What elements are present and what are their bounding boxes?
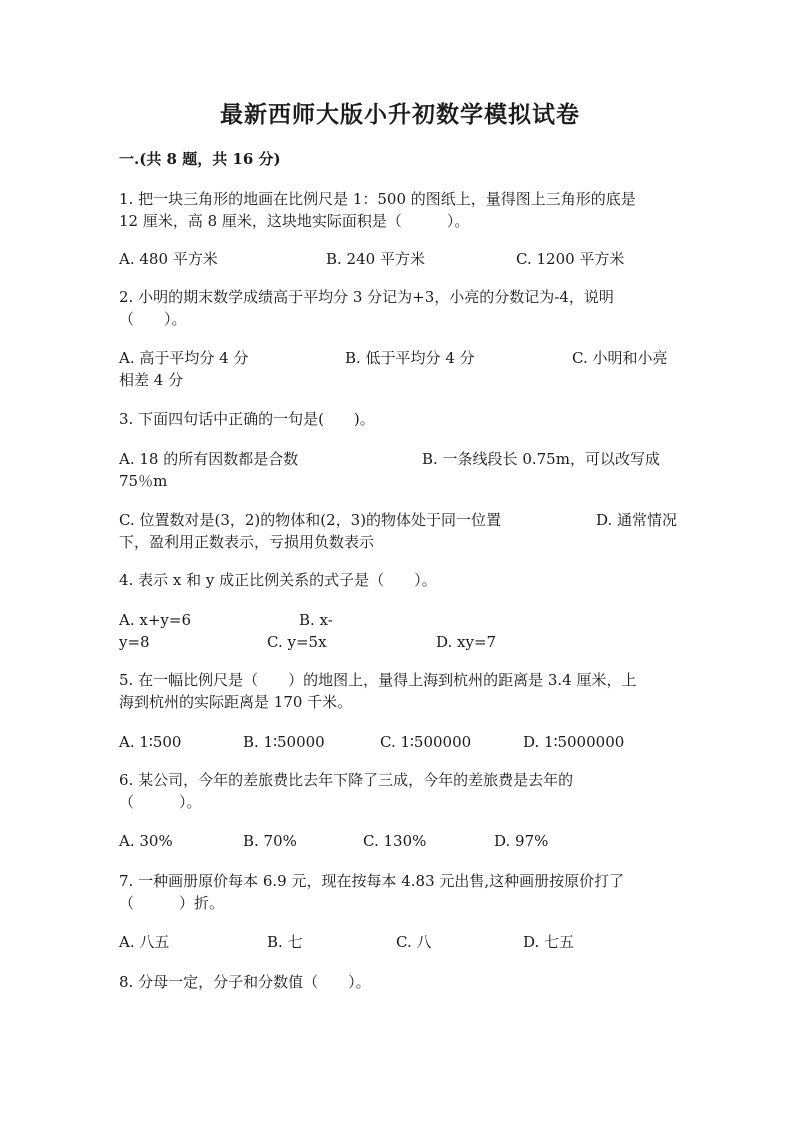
question-4-option-b-line-1: B. x- <box>299 611 333 629</box>
question-3-option-d-line-1: D. 通常情况 <box>596 511 678 529</box>
question-6-option-a: A. 30% <box>119 832 173 850</box>
question-7-option-d: D. 七五 <box>523 933 575 951</box>
question-3-option-d-line-2: 下，盈利用正数表示，亏损用负数表示 <box>119 533 375 551</box>
question-4-option-a: A. x+y=6 <box>119 611 191 629</box>
question-3-option-c: C. 位置数对是(3，2)的物体和(2，3)的物体处于同一位置 <box>119 511 502 529</box>
question-2-option-b: B. 低于平均分 4 分 <box>345 349 475 367</box>
page-title: 最新西师大版小升初数学模拟试卷 <box>220 101 580 128</box>
question-6-option-d: D. 97% <box>494 832 549 850</box>
question-5-option-d: D. 1∶5000000 <box>523 733 625 751</box>
question-5-stem-line-2: 海到杭州的实际距离是 170 千米。 <box>119 693 353 711</box>
question-4-option-c: C. y=5x <box>267 633 327 651</box>
question-2-stem-line-2: （ ）。 <box>119 310 187 328</box>
question-4-option-d: D. xy=7 <box>436 633 497 651</box>
question-2-option-c-line-1: C. 小明和小亮 <box>572 349 668 367</box>
question-1-option-c: C. 1200 平方米 <box>516 250 625 268</box>
question-5-option-b: B. 1∶50000 <box>243 733 325 751</box>
question-6-option-b: B. 70% <box>243 832 297 850</box>
question-7-option-a: A. 八五 <box>119 933 170 951</box>
question-1-option-b: B. 240 平方米 <box>326 250 425 268</box>
question-7-stem-line-1: 7. 一种画册原价每本 6.9 元，现在按每本 4.83 元出售,这种画册按原价打了 <box>119 872 625 890</box>
question-1-option-a: A. 480 平方米 <box>119 250 218 268</box>
section-heading: 一.(共 8 题，共 16 分) <box>119 150 281 168</box>
question-7-option-b: B. 七 <box>267 933 303 951</box>
question-3-option-a: A. 18 的所有因数都是合数 <box>119 450 299 468</box>
question-3-option-b-line-2: 75％m <box>119 472 168 490</box>
question-7-stem-line-2: （ ）折。 <box>119 894 225 912</box>
question-7-option-c: C. 八 <box>396 933 432 951</box>
question-6-option-c: C. 130% <box>363 832 427 850</box>
question-4-stem: 4. 表示 x 和 y 成正比例关系的式子是（ ）。 <box>119 571 437 589</box>
question-3-option-b-line-1: B. 一条线段长 0.75m，可以改写成 <box>422 450 660 468</box>
question-1-stem-line-1: 1. 把一块三角形的地画在比例尺是 1：500 的图纸上，量得图上三角形的底是 <box>119 190 636 208</box>
question-2-stem-line-1: 2. 小明的期末数学成绩高于平均分 3 分记为+3，小亮的分数记为-4，说明 <box>119 288 614 306</box>
question-8-stem: 8. 分母一定，分子和分数值（ ）。 <box>119 973 371 991</box>
question-5-stem-line-1: 5. 在一幅比例尺是（ ）的地图上，量得上海到杭州的距离是 3.4 厘米，上 <box>119 671 637 689</box>
question-4-option-b-line-2: y=8 <box>119 633 150 651</box>
question-6-stem-line-2: （ ）。 <box>119 793 202 811</box>
question-2-option-a: A. 高于平均分 4 分 <box>119 349 249 367</box>
question-6-stem-line-1: 6. 某公司，今年的差旅费比去年下降了三成，今年的差旅费是去年的 <box>119 771 574 789</box>
question-1-stem-line-2: 12 厘米，高 8 厘米，这块地实际面积是（ ）。 <box>119 212 470 230</box>
question-5-option-a: A. 1∶500 <box>119 733 182 751</box>
question-2-option-c-line-2: 相差 4 分 <box>119 371 184 389</box>
question-3-stem: 3. 下面四句话中正确的一句是( )。 <box>119 410 375 428</box>
question-5-option-c: C. 1∶500000 <box>380 733 472 751</box>
